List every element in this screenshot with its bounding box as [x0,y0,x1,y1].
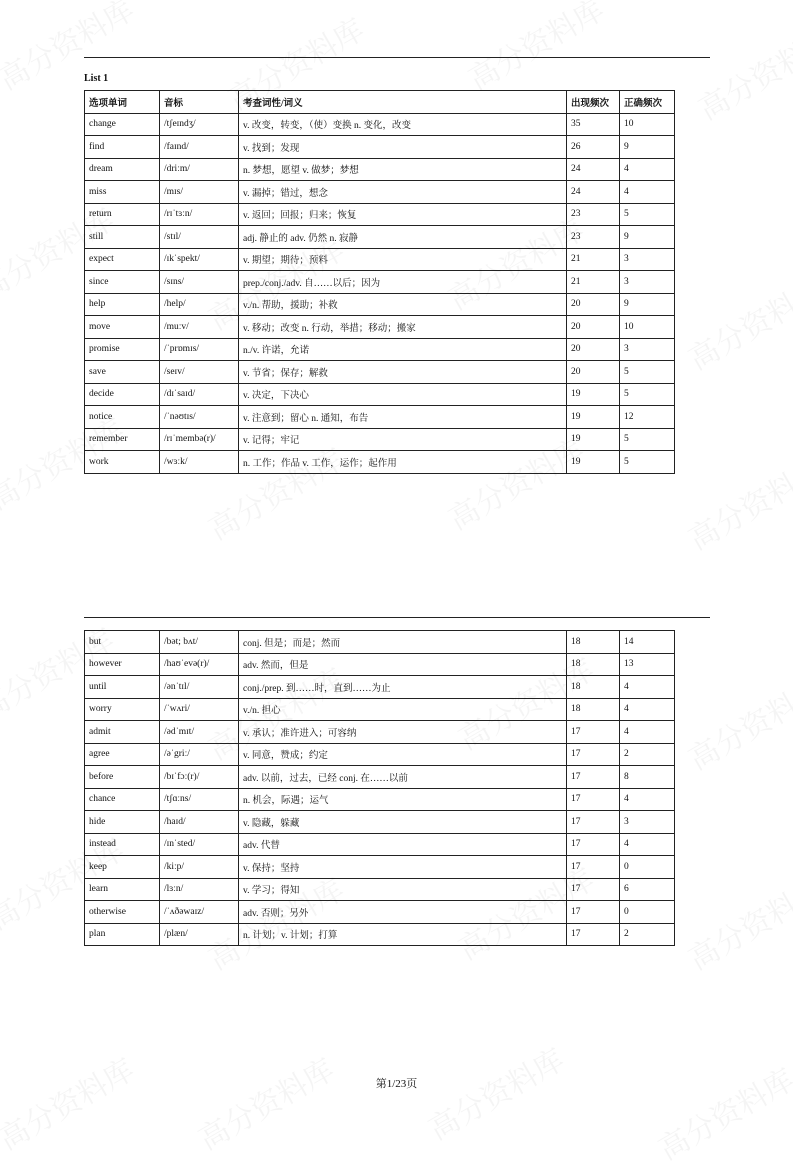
cell-frequency: 19 [567,406,620,429]
cell-meaning: v. 保持；坚持 [239,856,567,879]
cell-correct: 4 [620,698,675,721]
cell-correct: 14 [620,631,675,654]
cell-phonetic: /ˈprɒmɪs/ [160,338,239,361]
cell-correct: 10 [620,113,675,136]
watermark-text [0,1045,141,1158]
table-row [85,901,675,924]
cell-meaning: v. 找到；发现 [239,136,567,159]
cell-word: remember [85,428,160,451]
cell-meaning: conj. 但是；而是；然而 [239,631,567,654]
cell-phonetic: /tʃeɪndʒ/ [160,113,239,136]
cell-phonetic: /faɪnd/ [160,136,239,159]
cell-meaning: v. 注意到；留心 n. 通知，布告 [239,406,567,429]
cell-correct: 3 [620,271,675,294]
table-row [85,653,675,676]
cell-correct: 2 [620,923,675,946]
cell-frequency: 17 [567,766,620,789]
table-row [85,181,675,204]
cell-word: otherwise [85,901,160,924]
cell-correct: 0 [620,901,675,924]
cell-correct: 4 [620,181,675,204]
cell-frequency: 18 [567,698,620,721]
cell-phonetic: /haɪd/ [160,811,239,834]
cell-word: find [85,136,160,159]
cell-phonetic: /ˈnəʊtɪs/ [160,406,239,429]
table-row [85,226,675,249]
table-row [85,811,675,834]
cell-frequency: 23 [567,226,620,249]
cell-frequency: 17 [567,856,620,879]
vocab-table-1 [84,90,675,474]
cell-phonetic: /help/ [160,293,239,316]
cell-frequency: 20 [567,361,620,384]
table-row [85,271,675,294]
cell-frequency: 24 [567,181,620,204]
cell-word: but [85,631,160,654]
cell-phonetic: /ˈʌðəwaɪz/ [160,901,239,924]
cell-correct: 2 [620,743,675,766]
cell-frequency: 17 [567,743,620,766]
cell-meaning: n./v. 许诺，允诺 [239,338,567,361]
cell-correct: 3 [620,248,675,271]
cell-meaning: v. 返回；回报；归来；恢复 [239,203,567,226]
cell-meaning: v. 隐藏，躲藏 [239,811,567,834]
cell-correct: 13 [620,653,675,676]
header-correct: 正确频次 [620,91,675,114]
cell-phonetic: /ɪnˈsted/ [160,833,239,856]
cell-frequency: 17 [567,923,620,946]
table-row [85,293,675,316]
table-row [85,743,675,766]
cell-correct: 5 [620,383,675,406]
cell-meaning: adv. 代替 [239,833,567,856]
cell-correct: 10 [620,316,675,339]
table-row [85,203,675,226]
cell-phonetic: /seɪv/ [160,361,239,384]
watermark-text [649,1055,793,1168]
cell-word: save [85,361,160,384]
cell-phonetic: /sɪns/ [160,271,239,294]
cell-word: expect [85,248,160,271]
header-meaning: 考查词性/词义 [239,91,567,114]
cell-word: worry [85,698,160,721]
cell-phonetic: /dɪˈsaɪd/ [160,383,239,406]
watermark-text [419,1035,571,1148]
cell-meaning: prep./conj./adv. 自……以后；因为 [239,271,567,294]
cell-frequency: 21 [567,248,620,271]
cell-meaning: v. 改变，转变，（使）变换 n. 变化，改变 [239,113,567,136]
cell-word: promise [85,338,160,361]
cell-phonetic: /haʊˈevə(r)/ [160,653,239,676]
table-row [85,676,675,699]
vocab-table-2 [84,630,675,946]
cell-correct: 12 [620,406,675,429]
cell-correct: 6 [620,878,675,901]
table-row [85,766,675,789]
cell-frequency: 23 [567,203,620,226]
cell-correct: 5 [620,361,675,384]
table-row [85,833,675,856]
cell-word: agree [85,743,160,766]
cell-meaning: n. 机会，际遇；运气 [239,788,567,811]
cell-frequency: 17 [567,788,620,811]
cell-word: before [85,766,160,789]
cell-phonetic: /bɪˈfɔː(r)/ [160,766,239,789]
watermark-text [189,1045,341,1158]
cell-word: change [85,113,160,136]
cell-frequency: 18 [567,631,620,654]
cell-frequency: 19 [567,451,620,474]
table-row [85,428,675,451]
cell-meaning: v. 决定，下决心 [239,383,567,406]
cell-word: move [85,316,160,339]
cell-meaning: conj./prep. 到……时，直到……为止 [239,676,567,699]
cell-word: since [85,271,160,294]
table-row [85,136,675,159]
cell-meaning: n. 计划；v. 计划；打算 [239,923,567,946]
cell-phonetic: /əˈgriː/ [160,743,239,766]
cell-phonetic: /stɪl/ [160,226,239,249]
cell-word: learn [85,878,160,901]
table-row [85,158,675,181]
cell-phonetic: /rɪˈtɜːn/ [160,203,239,226]
cell-frequency: 20 [567,293,620,316]
cell-word: however [85,653,160,676]
cell-correct: 5 [620,451,675,474]
page-footer: 第1/23页 [375,1078,418,1090]
cell-word: decide [85,383,160,406]
cell-correct: 5 [620,203,675,226]
watermark-text [679,445,793,558]
cell-frequency: 20 [567,316,620,339]
cell-correct: 0 [620,856,675,879]
watermark-text [679,665,793,778]
cell-phonetic: /ənˈtɪl/ [160,676,239,699]
cell-frequency: 17 [567,833,620,856]
table-row [85,361,675,384]
cell-meaning: adj. 静止的 adv. 仍然 n. 寂静 [239,226,567,249]
cell-frequency: 18 [567,676,620,699]
table-row [85,451,675,474]
cell-phonetic: /driːm/ [160,158,239,181]
cell-word: keep [85,856,160,879]
cell-frequency: 19 [567,428,620,451]
table-row [85,878,675,901]
cell-meaning: v. 记得；牢记 [239,428,567,451]
cell-phonetic: /ədˈmɪt/ [160,721,239,744]
cell-word: return [85,203,160,226]
table-row [85,113,675,136]
top-rule [84,57,710,58]
cell-correct: 4 [620,788,675,811]
cell-meaning: v. 期望；期待；预料 [239,248,567,271]
cell-word: help [85,293,160,316]
table-row [85,698,675,721]
cell-frequency: 17 [567,878,620,901]
cell-frequency: 35 [567,113,620,136]
cell-correct: 8 [620,766,675,789]
cell-correct: 3 [620,811,675,834]
cell-correct: 9 [620,226,675,249]
header-word: 选项单词 [85,91,160,114]
table-row [85,788,675,811]
cell-frequency: 19 [567,383,620,406]
cell-correct: 9 [620,136,675,159]
cell-word: notice [85,406,160,429]
table-row [85,316,675,339]
watermark-text [0,0,141,99]
cell-word: hide [85,811,160,834]
table-row [85,923,675,946]
cell-correct: 4 [620,721,675,744]
cell-correct: 5 [620,428,675,451]
cell-meaning: v. 漏掉；错过，想念 [239,181,567,204]
cell-frequency: 26 [567,136,620,159]
list-title: List 1 [84,73,109,84]
cell-meaning: v. 同意，赞成；约定 [239,743,567,766]
cell-frequency: 18 [567,653,620,676]
table-row [85,856,675,879]
table-row [85,338,675,361]
cell-phonetic: /mɪs/ [160,181,239,204]
cell-meaning: adv. 否则；另外 [239,901,567,924]
table-row [85,248,675,271]
cell-meaning: adv. 以前，过去，已经 conj. 在……以前 [239,766,567,789]
cell-word: plan [85,923,160,946]
cell-meaning: v. 学习；得知 [239,878,567,901]
cell-correct: 4 [620,158,675,181]
cell-frequency: 17 [567,811,620,834]
table-row [85,721,675,744]
cell-meaning: v. 节省；保存；解救 [239,361,567,384]
mid-rule [84,617,710,618]
cell-word: still [85,226,160,249]
cell-meaning: n. 工作；作品 v. 工作，运作；起作用 [239,451,567,474]
cell-correct: 3 [620,338,675,361]
cell-phonetic: /wɜːk/ [160,451,239,474]
table-row [85,383,675,406]
watermark-text [679,865,793,978]
cell-phonetic: /lɜːn/ [160,878,239,901]
cell-correct: 9 [620,293,675,316]
header-frequency: 出现频次 [567,91,620,114]
cell-phonetic: /muːv/ [160,316,239,339]
cell-phonetic: /kiːp/ [160,856,239,879]
table-row [85,406,675,429]
cell-frequency: 20 [567,338,620,361]
cell-word: chance [85,788,160,811]
cell-frequency: 21 [567,271,620,294]
table-header-row [85,91,675,114]
watermark-text [459,0,611,99]
cell-word: until [85,676,160,699]
cell-phonetic: /ɪkˈspekt/ [160,248,239,271]
cell-phonetic: /rɪˈmembə(r)/ [160,428,239,451]
cell-word: admit [85,721,160,744]
cell-phonetic: /ˈwʌri/ [160,698,239,721]
header-phonetic: 音标 [160,91,239,114]
cell-frequency: 17 [567,721,620,744]
cell-meaning: v./n. 担心 [239,698,567,721]
cell-phonetic: /plæn/ [160,923,239,946]
cell-frequency: 24 [567,158,620,181]
cell-word: miss [85,181,160,204]
cell-meaning: v./n. 帮助，援助；补救 [239,293,567,316]
watermark-text [689,15,793,128]
cell-correct: 4 [620,833,675,856]
cell-phonetic: /bət; bʌt/ [160,631,239,654]
cell-word: dream [85,158,160,181]
cell-phonetic: /tʃɑːns/ [160,788,239,811]
watermark-text [679,265,793,378]
cell-meaning: v. 移动；改变 n. 行动，举措；移动；搬家 [239,316,567,339]
cell-meaning: v. 承认；准许进入；可容纳 [239,721,567,744]
cell-word: work [85,451,160,474]
cell-word: instead [85,833,160,856]
table-row [85,631,675,654]
cell-meaning: n. 梦想，愿望 v. 做梦；梦想 [239,158,567,181]
cell-meaning: adv. 然而，但是 [239,653,567,676]
cell-correct: 4 [620,676,675,699]
cell-frequency: 17 [567,901,620,924]
